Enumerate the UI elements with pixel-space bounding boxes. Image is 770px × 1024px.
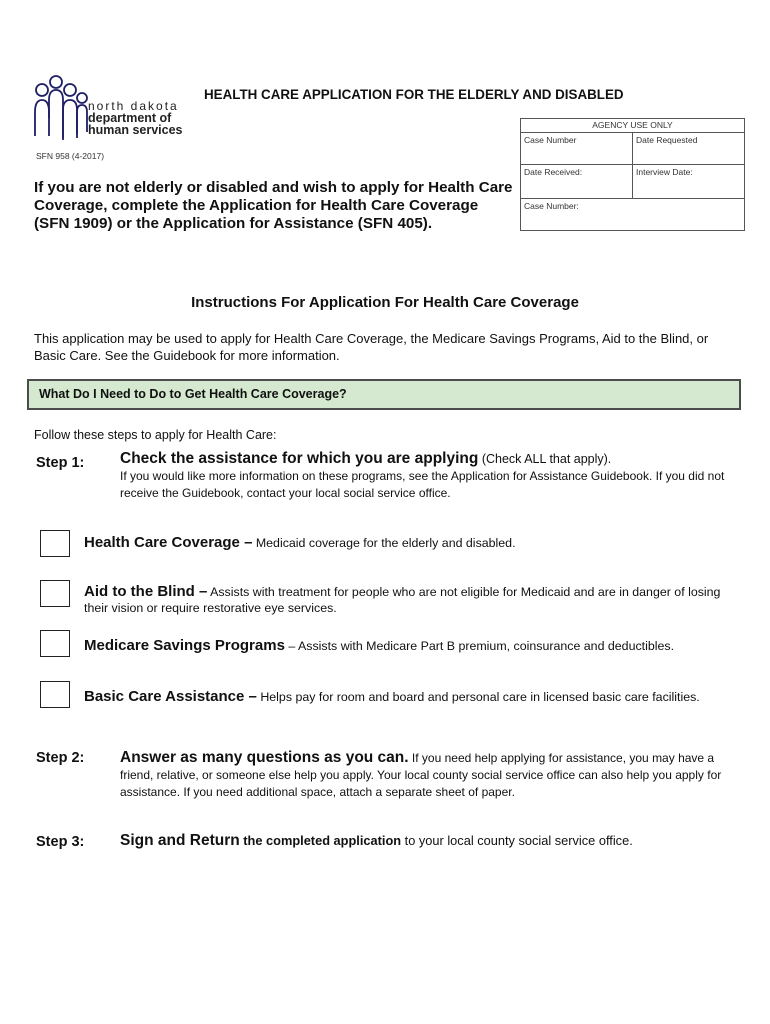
- step1-body: If you would like more information on these programs, see the Application for Assistance Guidebook. If you did not receive the Guidebook, contact your local social service office.: [120, 469, 725, 500]
- date-received-field[interactable]: Date Received:: [524, 167, 583, 177]
- step3-heading: Sign and Return: [120, 832, 240, 849]
- option-desc: Medicaid coverage for the elderly and disabled.: [252, 536, 516, 550]
- intro-text: This application may be used to apply for Health Care Coverage, the Medicare Savings Programs, Aid to the Blind, or Basic Care. See the Guidebook for more information.: [34, 331, 709, 363]
- step2-body: If you need help applying for assistance, you may have a friend, relative, or someone else help you apply. Your local county social service office can also help you apply for assistance. If you need additional space, attach a separate sheet of paper.: [120, 751, 722, 799]
- interview-date-field[interactable]: Interview Date:: [632, 165, 744, 198]
- step3-body: to your local county social service office.: [401, 833, 633, 848]
- medicare-savings-checkbox[interactable]: [40, 630, 70, 657]
- step1-heading-suffix: (Check ALL that apply).: [478, 452, 612, 466]
- page-title: HEALTH CARE APPLICATION FOR THE ELDERLY AND DISABLED: [204, 87, 624, 102]
- step3-label: Step 3:: [36, 834, 85, 850]
- option-basic-care: [84, 689, 734, 705]
- option-health-care-coverage: [84, 535, 734, 551]
- logo-north-dakota: north dakota: [88, 99, 179, 113]
- follow-steps-text: Follow these steps to apply for Health Care:: [34, 428, 277, 442]
- option-medicare-savings: [84, 638, 734, 654]
- family-figures-icon: [32, 74, 92, 146]
- basic-care-checkbox[interactable]: [40, 681, 70, 708]
- step2-label: Step 2:: [36, 750, 85, 766]
- logo-department-of: department of: [88, 111, 172, 125]
- option-title: Aid to the Blind –: [84, 583, 208, 600]
- step1-label: Step 1:: [36, 455, 85, 471]
- agency-use-header: AGENCY USE ONLY: [592, 120, 673, 130]
- case-number-field-2[interactable]: Case Number:: [524, 201, 579, 211]
- section-heading: What Do I Need to Do to Get Health Care Coverage?: [27, 379, 741, 410]
- date-requested-field[interactable]: Date Requested: [632, 133, 744, 164]
- form-number: SFN 958 (4-2017): [36, 151, 105, 161]
- step3-bold-part: the completed application: [239, 833, 402, 848]
- logo-human-services: human services: [88, 123, 183, 137]
- aid-to-the-blind-checkbox[interactable]: [40, 580, 70, 607]
- logo-wordmark: [88, 100, 183, 136]
- case-number-field[interactable]: Case Number: [524, 135, 577, 145]
- step1-content: [120, 450, 730, 502]
- instructions-title: Instructions For Application For Health Care Coverage: [191, 294, 579, 311]
- step2-heading: Answer as many questions as you can.: [120, 749, 409, 766]
- option-desc: Assists with treatment for people who are not eligible for Medicaid and are in danger of losing their vision or require restorative eye services.: [84, 585, 721, 615]
- option-desc: – Assists with Medicare Part B premium, coinsurance and deductibles.: [284, 639, 675, 653]
- option-desc: Helps pay for room and board and personal care in licensed basic care facilities.: [256, 690, 700, 704]
- option-title: Health Care Coverage –: [84, 534, 253, 551]
- agency-use-box: [520, 118, 745, 231]
- option-title: Basic Care Assistance –: [84, 688, 257, 705]
- step1-heading: Check the assistance for which you are applying: [120, 450, 479, 467]
- step2-content: [120, 749, 730, 801]
- ndhs-logo: [32, 74, 202, 146]
- option-aid-to-the-blind: [84, 584, 734, 616]
- health-care-coverage-checkbox[interactable]: [40, 530, 70, 557]
- step3-content: [120, 832, 730, 849]
- option-title: Medicare Savings Programs: [84, 637, 285, 654]
- eligibility-warning: If you are not elderly or disabled and wish to apply for Health Care Coverage, complete the Application for Health Care Coverage (SFN 1909) or the Application for Assistance (SFN 405).: [34, 179, 513, 232]
